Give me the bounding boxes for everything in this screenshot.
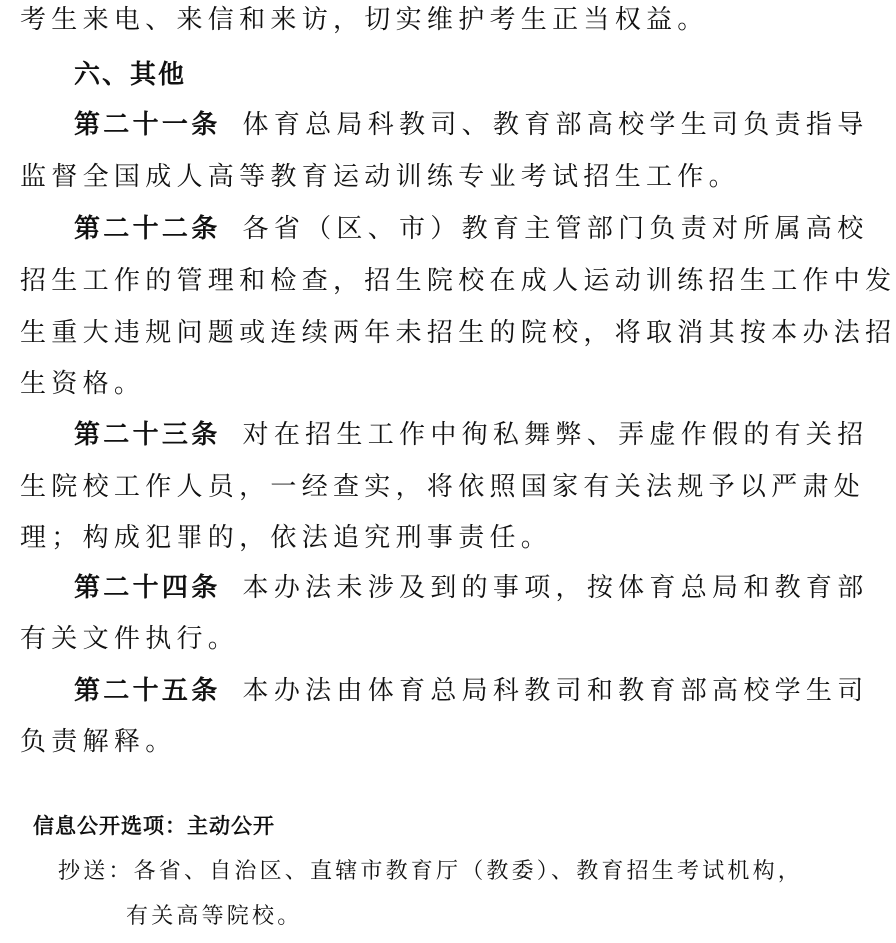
cc-line: 抄送：各省、自治区、直辖市教育厅（教委）、教育招生考试机构， (58, 859, 804, 884)
article-25-line: 负责解释。 (20, 727, 177, 757)
article-22-line: 生资格。 (20, 369, 146, 399)
article-22-label: 第二十二条 (74, 214, 221, 244)
article-25-text: 本办法由体育总局科教司和教育部高校学生司 (242, 676, 869, 706)
article-23-text: 对在招生工作中徇私舞弊、弄虚作假的有关招 (242, 420, 869, 450)
article-22-text: 各省（区、市）教育主管部门负责对所属高校 (242, 214, 869, 244)
article-24-line: 有关文件执行。 (20, 624, 240, 654)
article-24-text: 本办法未涉及到的事项，按体育总局和教育部 (242, 573, 869, 603)
article-21-line: 监督全国成人高等教育运动训练专业考试招生工作。 (20, 162, 740, 192)
article-21-text: 体育总局科教司、教育部高校学生司负责指导 (242, 110, 869, 140)
section-heading: 六、其他 (74, 60, 187, 90)
article-21-first-line (74, 110, 869, 140)
article-24-first-line (74, 573, 869, 603)
article-23-label: 第二十三条 (74, 420, 221, 450)
article-25-first-line (74, 676, 869, 706)
article-25-label: 第二十五条 (74, 676, 221, 706)
disclosure-option: 信息公开选项：主动公开 (33, 814, 275, 838)
intro-tail-line: 考生来电、来信和来访，切实维护考生正当权益。 (20, 5, 709, 35)
article-23-line: 生院校工作人员，一经查实，将依照国家有关法规予以严肃处 (20, 472, 866, 502)
cc-line: 有关高等院校。 (126, 904, 303, 929)
article-22-first-line (74, 214, 869, 244)
article-24-label: 第二十四条 (74, 573, 221, 603)
article-22-line: 生重大违规问题或连续两年未招生的院校，将取消其按本办法招 (20, 318, 896, 348)
article-23-first-line (74, 420, 869, 450)
article-21-label: 第二十一条 (74, 110, 221, 140)
article-23-line: 理；构成犯罪的，依法追究刑事责任。 (20, 523, 553, 553)
article-22-line: 招生工作的管理和检查，招生院校在成人运动训练招生工作中发 (20, 266, 896, 296)
